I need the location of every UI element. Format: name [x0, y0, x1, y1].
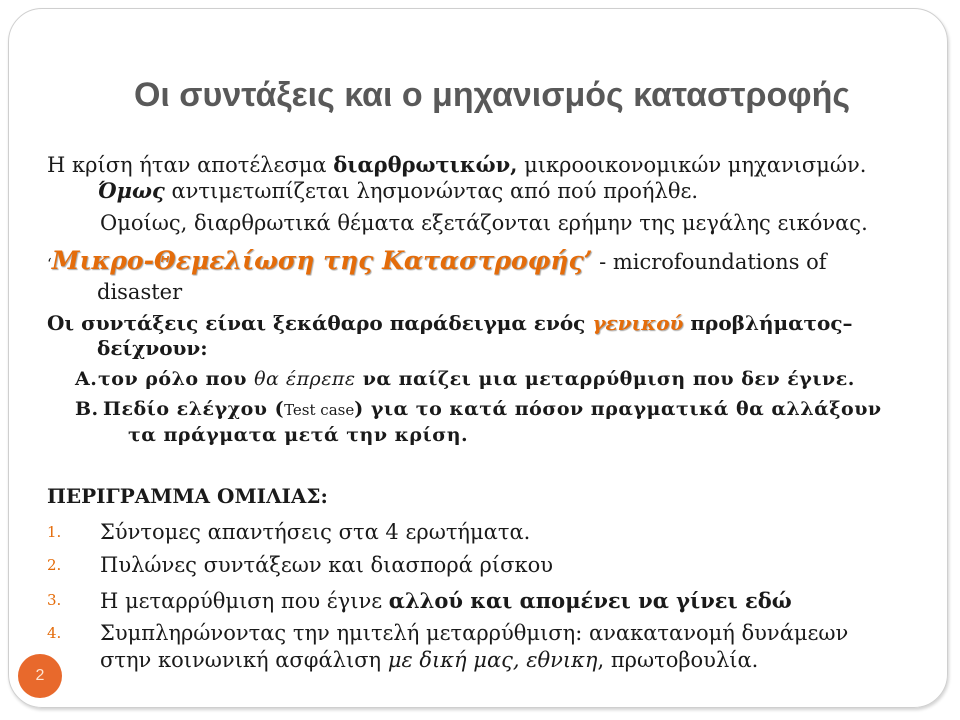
- point-b: [75, 397, 925, 448]
- outline-item-4-text: Συμπληρώνοντας την ημιτελή μεταρρύθμιση: ανακατανομή δυνάμεων: [100, 621, 849, 645]
- similarly-paragraph: Ομοίως, διαρθρωτικά θέματα εξετάζονται ερήμην της μεγάλης εικόνας.: [100, 211, 868, 235]
- microfoundations-highlight: Μικρο-Θεμελίωση της Καταστροφής’: [51, 246, 593, 275]
- outline-item-text: [47, 587, 925, 615]
- outline-item: [47, 519, 925, 546]
- point-b-text-1: Πεδίο ελέγχου (: [103, 398, 285, 420]
- point-text: [75, 397, 925, 448]
- outline-item-4-italic: με δική μας, εθνικη: [387, 648, 598, 672]
- point-b-text-3: τα πράγματα μετά την κρίση.: [128, 424, 469, 446]
- outline-item-4-text-2: στην κοινωνική ασφάλιση: [100, 648, 382, 672]
- microfoundations-english-cont: disaster: [97, 280, 183, 304]
- point-a-text-1: τον ρόλο που: [98, 368, 247, 390]
- pensions-paragraph: [47, 311, 925, 361]
- page-number-badge: 2: [18, 654, 62, 698]
- point-b-test-case: Test case: [284, 401, 355, 419]
- outline-item-3-text: Η μεταρρύθμιση που έγινε: [100, 589, 383, 613]
- outline-item-text: [47, 620, 925, 674]
- crisis-text-1: Η κρίση ήταν αποτέλεσμα: [47, 153, 327, 177]
- outline-item-number: 4.: [47, 624, 62, 642]
- pensions-highlight-general: γενικού: [592, 311, 684, 335]
- crisis-text-3: αντιμετωπίζεται λησμονώντας από πού προήλθε.: [171, 179, 699, 203]
- point-a: [75, 367, 925, 392]
- point-text: [75, 367, 925, 392]
- microfoundations-paragraph: [47, 247, 925, 306]
- outline-item-4-text-3: , πρωτοβουλία.: [597, 648, 759, 672]
- outline-item-text: Πυλώνες συντάξεων και διασπορά ρίσκου: [100, 553, 553, 577]
- point-b-text-2: ) για το κατά πόσον πραγματικά θα αλλάξουν: [354, 398, 882, 420]
- microfoundations-open-quote: ‘: [47, 255, 52, 273]
- point-a-italic: θα έπρεπε: [254, 368, 356, 390]
- outline-item-number: 2.: [47, 556, 62, 574]
- microfoundations-english: - microfoundations of: [599, 250, 827, 274]
- outline-item: [47, 587, 925, 615]
- crisis-paragraph: [47, 152, 925, 204]
- crisis-emphasis-however: Όμως: [98, 178, 165, 203]
- pensions-text-2: προβλήματος–: [690, 311, 853, 335]
- point-label: A.: [75, 368, 98, 390]
- outline-item-text: Σύντομες απαντήσεις στα 4 ερωτήματα.: [100, 520, 531, 544]
- slide-title: Οι συντάξεις και ο μηχανισμός καταστροφής: [133, 76, 851, 114]
- crisis-emphasis-structural: διαρθρωτικών,: [333, 152, 518, 177]
- point-label: B.: [75, 398, 99, 420]
- pensions-text-3: δείχνουν:: [97, 336, 208, 360]
- outline-item-number: 1.: [47, 523, 62, 541]
- crisis-text-2: μικροοικονομικών μηχανισμών.: [524, 153, 867, 177]
- outline-item-number: 3.: [47, 591, 62, 609]
- outline-item: [47, 552, 925, 579]
- pensions-text-1: Οι συντάξεις είναι ξεκάθαρο παράδειγμα ενός: [47, 311, 586, 335]
- outline-item-3-bold: αλλού και απομένει να γίνει εδώ: [388, 588, 792, 613]
- outline-item: [47, 620, 925, 674]
- point-a-text-2: να παίζει μια μεταρρύθμιση που δεν έγινε.: [362, 368, 855, 390]
- outline-heading: ΠΕΡΙΓΡΑΜΜΑ ΟΜΙΛΙΑΣ:: [47, 484, 328, 508]
